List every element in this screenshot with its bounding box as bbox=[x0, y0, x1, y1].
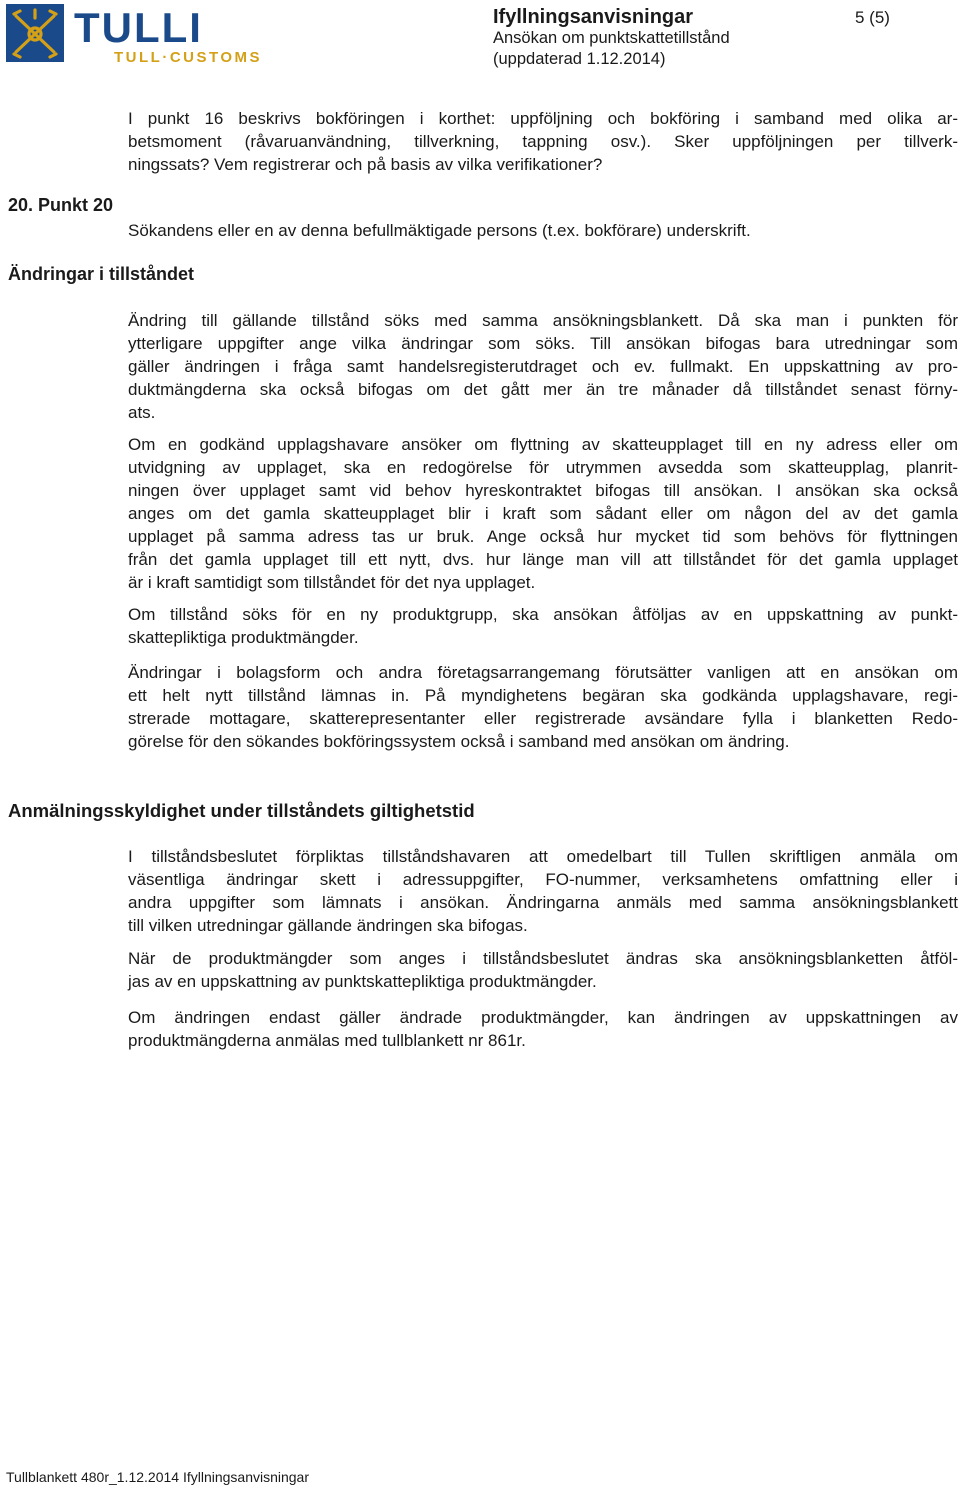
andringar-label: Ändringar i tillståndet bbox=[8, 264, 195, 284]
text-line: ett helt nytt tillstånd lämnas in. På myndighetens begäran ska godkända upplagshavare, regi- bbox=[128, 686, 958, 705]
andringar-paragraph-1 bbox=[128, 309, 958, 424]
punkt-20-text bbox=[128, 219, 958, 242]
text-line: är i kraft samtidigt som tillståndet för det nya upplaget. bbox=[128, 573, 536, 592]
punkt-20-label: 20. Punkt 20 bbox=[8, 195, 114, 215]
anmalning-heading: Anmälningsskyldighet under tillståndets giltighetstid bbox=[8, 800, 475, 821]
document-title: Ifyllningsanvisningar bbox=[493, 6, 694, 28]
andringar-paragraph-3 bbox=[128, 603, 958, 649]
text-line: betsmoment (råvaruanvändning, tillverkning, tappning osv.). Sker uppföljningen per tillverk- bbox=[128, 132, 958, 151]
text-line: Om en godkänd upplagshavare ansöker om flyttning av skatteupplaget till en ny adress eller om bbox=[128, 435, 958, 454]
andringar-paragraph-2 bbox=[128, 433, 958, 594]
text-line: Om ändringen endast gäller ändrade produktmängder, kan ändringen av uppskattningen av bbox=[128, 1008, 958, 1027]
svg-text:TULL·CUSTOMS: TULL·CUSTOMS bbox=[114, 49, 263, 66]
intro-paragraph bbox=[128, 107, 958, 176]
page-footer: Tullblankett 480r_1.12.2014 Ifyllningsanvisningar bbox=[6, 1469, 310, 1485]
tulli-emblem-icon bbox=[6, 4, 296, 66]
text-line: till vilken utredningar gällande ändringen ska bifogas. bbox=[128, 916, 528, 935]
text-line: ytterligare uppgifter ange vilka ändringar som söks. Till ansökan bifogas bara utredningar som bbox=[128, 334, 958, 353]
text-line: produktmängderna anmälas med tullblankett nr 861r. bbox=[128, 1031, 526, 1050]
andringar-paragraph-4 bbox=[128, 661, 958, 753]
text-line: Ändringar i bolagsform och andra företagsarrangemang förutsätter vanligen att en ansökan om bbox=[128, 663, 958, 682]
text-line: utvidgning av upplaget, ska en redogörelse för utrymmen avsedda som skatteupplag, planrit- bbox=[128, 458, 958, 477]
text-line: gäller ändringen i fråga samt handelsregisterutdraget och ev. fullmakt. En uppskattning av pro- bbox=[128, 357, 958, 376]
text-line: I tillståndsbeslutet förpliktas tillståndshavaren att omedelbart till Tullen skriftligen anmäla om bbox=[128, 847, 958, 866]
text-line: anges om det gamla skatteupplaget blir i kraft som sådant eller om någon del av det gamla bbox=[128, 504, 958, 523]
text-line: strerade mottagare, skatterepresentanter eller registrerade avsändare fylla i blanketten Redo- bbox=[128, 709, 958, 728]
updated-date: (uppdaterad 1.12.2014) bbox=[493, 50, 666, 68]
text-line: När de produktmängder som anges i tillståndsbeslutet ändras ska ansökningsblanketten åtföl- bbox=[128, 949, 958, 968]
text-line: ningen över upplaget samt vid behov hyreskontraktet bifogas till ansökan. I ansökan ska också bbox=[128, 481, 958, 500]
text-line: ats. bbox=[128, 403, 156, 422]
anmalning-paragraph-1 bbox=[128, 845, 958, 937]
text-line: Ändring till gällande tillstånd söks med samma ansökningsblankett. Då ska man i punkten för bbox=[128, 311, 958, 330]
tulli-logo bbox=[6, 4, 296, 66]
page-number: 5 (5) bbox=[855, 8, 890, 27]
text-line: I punkt 16 beskrivs bokföringen i korthet: uppföljning och bokföring i samband med olika ar- bbox=[128, 109, 958, 128]
text-line: från det gamla upplaget till ett nytt, dvs. hur länge man vill att tillståndet för det gamla upplaget bbox=[128, 550, 958, 569]
document-subtitle: Ansökan om punktskattetillstånd bbox=[493, 29, 730, 47]
text-line: Om tillstånd söks för en ny produktgrupp, ska ansökan åtföljas av en uppskattning av punkt- bbox=[128, 605, 958, 624]
text-line: väsentliga ändringar skett i adressuppgifter, FO-nummer, verksamhetens omfattning eller i bbox=[128, 870, 958, 889]
text-line: ningssats? Vem registrerar och på basis av vilka verifikationer? bbox=[128, 155, 603, 174]
anmalning-paragraph-3 bbox=[128, 1006, 958, 1052]
text-line: Sökandens eller en av denna befullmäktigade persons (t.ex. bokförare) underskrift. bbox=[128, 221, 751, 240]
anmalning-paragraph-2 bbox=[128, 947, 958, 993]
svg-text:TULLI: TULLI bbox=[74, 4, 203, 51]
text-line: upplaget på samma adress tas ur bruk. Ange också hur mycket tid som behövs för flyttningen bbox=[128, 527, 958, 546]
text-line: skattepliktiga produktmängder. bbox=[128, 628, 359, 647]
text-line: duktmängderna ska också bifogas om det gått mer än tre månader då tillståndet senast förny- bbox=[128, 380, 958, 399]
text-line: görelse för den sökandes bokföringssystem också i samband med ansökan om ändring. bbox=[128, 732, 790, 751]
text-line: andra uppgifter som lämnats i ansökan. Ändringarna anmäls med samma ansökningsblankett bbox=[128, 893, 958, 912]
text-line: jas av en uppskattning av punktskattepliktiga produktmängder. bbox=[128, 972, 597, 991]
